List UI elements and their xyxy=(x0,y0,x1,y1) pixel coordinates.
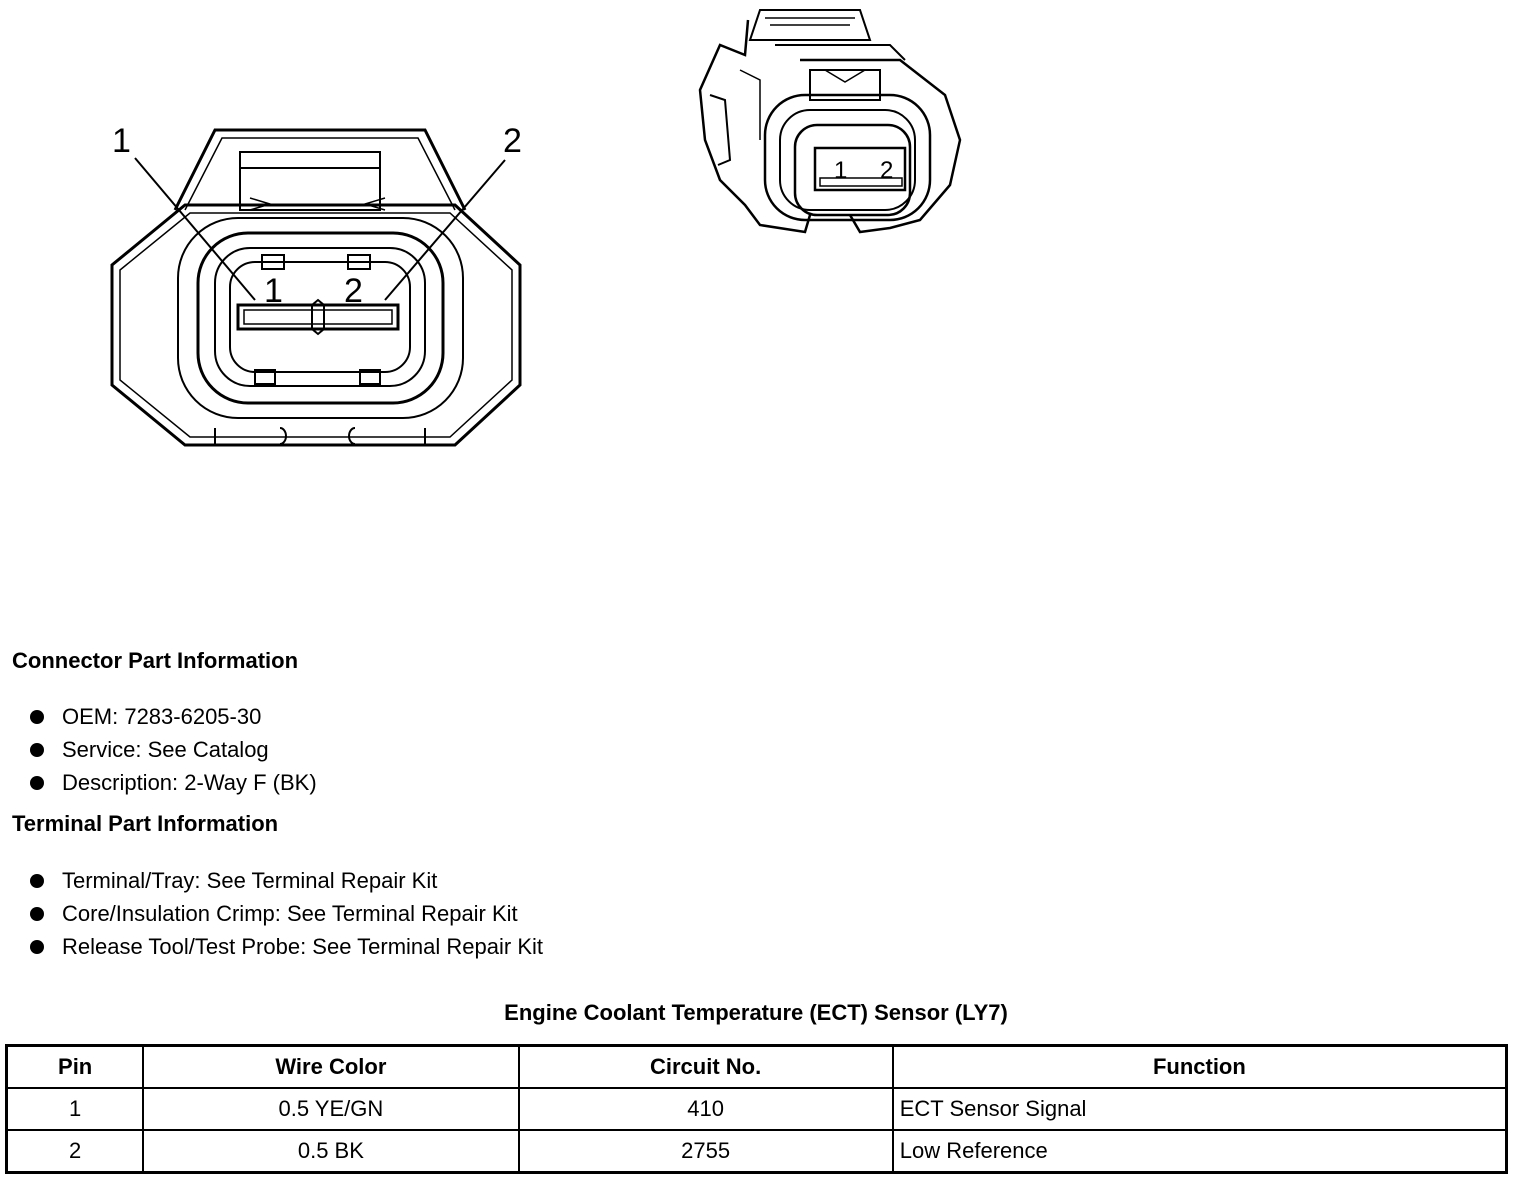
bullet-icon xyxy=(30,710,44,724)
list-item xyxy=(30,864,543,897)
bullet-icon xyxy=(30,776,44,790)
connector-front-view xyxy=(100,110,540,460)
table-row xyxy=(7,1088,1507,1130)
cell-circuit-no: 2755 xyxy=(519,1130,893,1173)
bullet-icon xyxy=(30,907,44,921)
list-item-text: Terminal/Tray: See Terminal Repair Kit xyxy=(62,868,438,893)
cell-circuit-no: 410 xyxy=(519,1088,893,1130)
list-item-text: Service: See Catalog xyxy=(62,737,269,762)
cell-wire-color: 0.5 YE/GN xyxy=(143,1088,518,1130)
list-item xyxy=(30,766,317,799)
header-wire-color: Wire Color xyxy=(143,1046,518,1089)
header-function: Function xyxy=(893,1046,1507,1089)
iso-cavity-2-label: 2 xyxy=(880,157,894,184)
cell-pin: 2 xyxy=(7,1130,144,1173)
list-item-text: Core/Insulation Crimp: See Terminal Repair Kit xyxy=(62,901,518,926)
bullet-icon xyxy=(30,940,44,954)
bullet-icon xyxy=(30,743,44,757)
list-item-text: Description: 2-Way F (BK) xyxy=(62,770,317,795)
connector-info-title: Connector Part Information xyxy=(12,648,299,673)
cell-function: ECT Sensor Signal xyxy=(893,1088,1507,1130)
bullet-icon xyxy=(30,874,44,888)
table-row xyxy=(7,1130,1507,1173)
header-pin: Pin xyxy=(7,1046,144,1089)
cell-function: Low Reference xyxy=(893,1130,1507,1173)
connector-info-list xyxy=(30,700,317,799)
list-item-text: OEM: 7283-6205-30 xyxy=(62,704,262,729)
callout-2-label: 2 xyxy=(503,122,522,160)
list-item xyxy=(30,897,543,930)
callout-1-label: 1 xyxy=(112,122,131,160)
list-item xyxy=(30,733,317,766)
terminal-info-list xyxy=(30,864,543,963)
cavity-2-label: 2 xyxy=(344,272,363,310)
list-item-text: Release Tool/Test Probe: See Terminal Repair Kit xyxy=(62,934,543,959)
connector-isometric-view xyxy=(690,0,970,240)
header-circuit-no: Circuit No. xyxy=(519,1046,893,1089)
table-title: Engine Coolant Temperature (ECT) Sensor (LY7) xyxy=(504,1000,1008,1025)
table-header-row xyxy=(7,1046,1507,1089)
list-item xyxy=(30,930,543,963)
pinout-table xyxy=(5,1044,1508,1174)
cell-pin: 1 xyxy=(7,1088,144,1130)
iso-cavity-1-label: 1 xyxy=(834,157,848,184)
cavity-1-label: 1 xyxy=(264,272,283,310)
list-item xyxy=(30,700,317,733)
cell-wire-color: 0.5 BK xyxy=(143,1130,518,1173)
terminal-info-title: Terminal Part Information xyxy=(12,811,279,836)
